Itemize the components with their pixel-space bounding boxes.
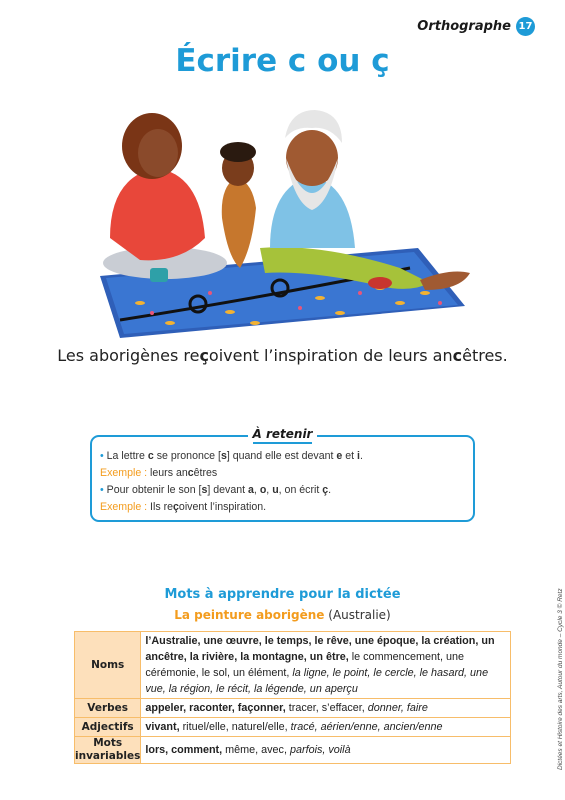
sentence-bold1: ç [199, 346, 209, 365]
words-cell [141, 718, 511, 737]
rule-text: , [266, 484, 273, 496]
vocab-row-invariables [75, 737, 511, 764]
title-middle: ou [306, 43, 372, 79]
words-italic: parfois, voilà [289, 744, 351, 756]
vocab-subtitle [0, 608, 565, 622]
vocab-row-noms [75, 632, 511, 699]
subtitle-theme: La peinture aborigène [174, 608, 325, 622]
rule-text: ] devant [207, 484, 249, 496]
words-italic: tracé, aérien/enne, ancien/enne [290, 721, 443, 733]
retenir-title: À retenir [248, 427, 318, 444]
sentence-bold2: c [452, 346, 463, 365]
rule-text: La lettre [106, 450, 148, 462]
rule-letter: a [248, 484, 254, 496]
example-text: leurs an [150, 467, 188, 479]
rule-letter: u [272, 484, 279, 496]
words-bold: vivant, [145, 721, 180, 733]
example-text: êtres [193, 467, 218, 479]
words-bold: lors, comment, [145, 744, 223, 756]
example-text: Ils re [150, 501, 174, 513]
rule-text: , on écrit [278, 484, 323, 496]
words-cell [141, 632, 511, 699]
bullet: • [100, 450, 107, 462]
subtitle-country: (Australie) [324, 608, 391, 622]
rule-letter: s [201, 484, 208, 496]
words-cell [141, 699, 511, 718]
words-cell [141, 737, 511, 764]
section-header [417, 17, 535, 36]
category-cell [75, 737, 141, 764]
title-c-cedilla: ç [371, 43, 390, 79]
rule-text: ] quand elle est devant [226, 450, 337, 462]
example-label: Exemple : [100, 467, 151, 479]
words-italic: donner, faire [367, 702, 428, 714]
rule-letter: i [357, 450, 360, 462]
category-cell: Verbes [75, 699, 141, 718]
bullet: • [100, 484, 107, 496]
retenir-lines [100, 448, 465, 516]
words-plain: le commencement, une cérémonie, le sol, un élément, [145, 651, 465, 679]
rule-text: Pour obtenir le son [ [106, 484, 202, 496]
vocab-row-verbes [75, 699, 511, 718]
aboriginal-painting-illustration [80, 98, 480, 338]
rule-letter: o [259, 484, 267, 496]
example-letter: ç [173, 501, 179, 513]
page-title [0, 43, 565, 79]
rule-letter: c [147, 450, 154, 462]
category-line1: Mots [93, 737, 123, 749]
rule-text: , [253, 484, 260, 496]
rule-text: . [360, 450, 363, 462]
words-plain: même, avec, [222, 744, 290, 756]
section-label: Orthographe [417, 19, 511, 34]
words-plain: tracer, s’effacer, [285, 702, 368, 714]
retenir-example-2 [100, 499, 465, 516]
rule-letter: e [336, 450, 343, 462]
words-bold: appeler, raconter, façonner, [145, 702, 286, 714]
words-plain: rituel/elle, naturel/elle, [179, 721, 291, 733]
words-bold: l’Australie, une œuvre, le temps, le rêve, une époque, la création, un ancêtre, la rivière, la montagne, un être, [145, 635, 495, 663]
example-text: oivent l’inspiration. [178, 501, 267, 513]
category-cell: Adjectifs [75, 718, 141, 737]
retenir-example-1 [100, 465, 465, 482]
copyright-credit: Dictées et Histoire des arts, Autour du monde – Cycle 3 © Retz [557, 588, 564, 770]
title-prefix: Écrire [175, 43, 288, 79]
category-cell: Noms [75, 632, 141, 699]
example-letter: c [187, 467, 194, 479]
retenir-rule-c [100, 448, 465, 465]
sentence-part1: Les aborigènes re [57, 346, 200, 365]
rule-text: et [342, 450, 358, 462]
vocab-section-title: Mots à apprendre pour la dictée [164, 587, 401, 602]
title-c: c [287, 43, 307, 79]
sentence-part2: oivent l’inspiration de leurs an [208, 346, 453, 365]
retenir-rule-c-cedilla [100, 482, 465, 499]
retenir-box [90, 427, 475, 522]
sentence-part3: êtres. [462, 346, 508, 365]
rule-letter: s [220, 450, 227, 462]
vocab-table [74, 631, 511, 764]
rule-text: se prononce [ [153, 450, 221, 462]
example-label: Exemple : [100, 501, 151, 513]
page-number-badge: 17 [516, 17, 535, 36]
vocab-row-adjectifs [75, 718, 511, 737]
rule-letter: ç [322, 484, 329, 496]
rule-text: . [328, 484, 332, 496]
category-line2: invariables [75, 750, 141, 762]
example-sentence [0, 346, 565, 365]
words-italic: la ligne, le point, le cercle, le hasard, une vue, la région, le récit, la légende, un aperçu [145, 667, 489, 695]
